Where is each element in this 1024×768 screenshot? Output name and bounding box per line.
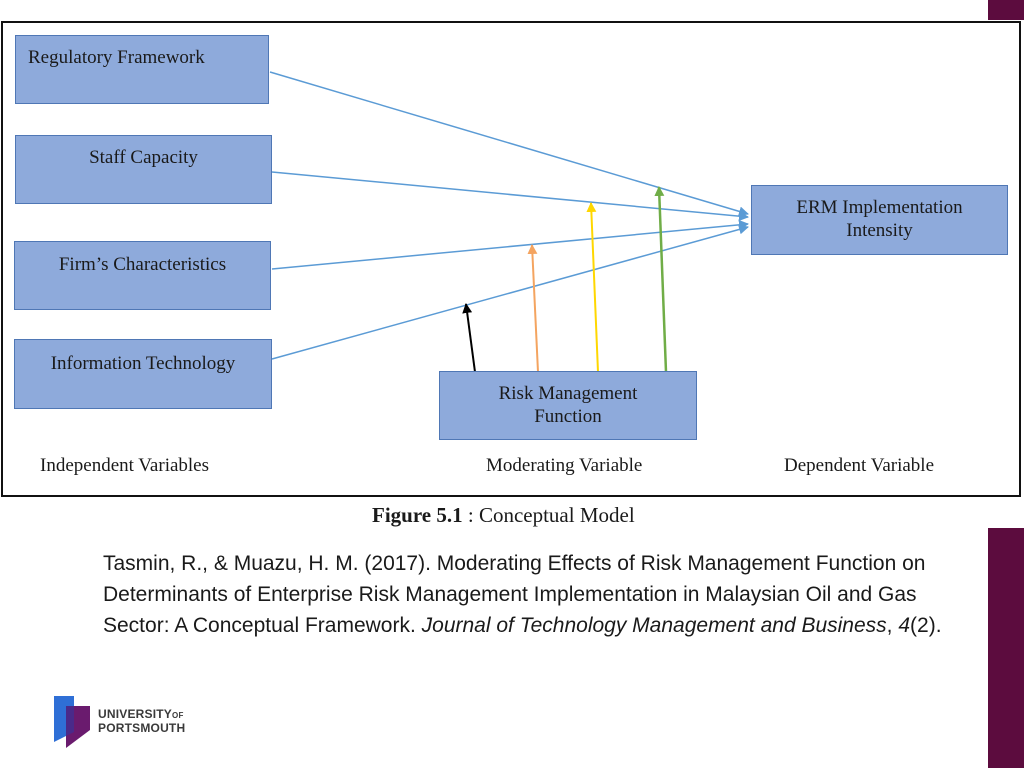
citation-issue: (2). xyxy=(910,614,942,637)
box-staff-capacity xyxy=(15,135,272,204)
box-information-technology xyxy=(14,339,272,409)
moderator-arrow-yellow xyxy=(591,203,598,372)
box-regulatory-framework-label: Regulatory Framework xyxy=(28,47,205,69)
logo-of: OF xyxy=(172,711,184,720)
logo-line2: PORTSMOUTH xyxy=(98,721,186,735)
label-moderating-variable: Moderating Variable xyxy=(486,455,643,476)
moderator-arrow-orange xyxy=(532,245,538,372)
logo-line1: UNIVERSITY xyxy=(98,707,173,721)
label-independent-variables: Independent Variables xyxy=(40,455,210,476)
box-firms-characteristics xyxy=(14,241,271,310)
box-erm-label: ERM Implementation Intensity xyxy=(796,197,963,241)
university-logo xyxy=(52,694,222,750)
portsmouth-shield-icon xyxy=(52,694,92,750)
logo-wordmark xyxy=(98,708,185,735)
box-staff-capacity-label: Staff Capacity xyxy=(89,147,198,169)
citation-text: Tasmin, R., & Muazu, H. M. (2017). Moderating Effects of Risk Management Function on Determinants of Enterprise Risk Management Implementation in Malaysian Oil and Gas Sector: A Conceptual Framework. xyxy=(103,552,926,637)
figure-caption xyxy=(372,503,635,528)
box-risk-management-function xyxy=(439,371,697,440)
box-firms-characteristics-label: Firm’s Characteristics xyxy=(58,254,227,276)
citation xyxy=(103,548,943,641)
label-dependent-variable: Dependent Variable xyxy=(784,455,935,476)
citation-journal: Journal of Technology Management and Business xyxy=(421,614,887,637)
box-erm-implementation-intensity xyxy=(751,185,1008,255)
box-information-technology-label: Information Technology xyxy=(50,352,236,374)
caption-title: : Conceptual Model xyxy=(462,503,635,527)
caption-figure-number: Figure 5.1 xyxy=(372,503,463,527)
arrow-regulatory-to-erm xyxy=(270,72,748,214)
box-rmf-label: Risk Management Function xyxy=(498,382,638,427)
citation-sep: , xyxy=(886,614,899,637)
box-regulatory-framework xyxy=(15,35,269,104)
arrow-staff-to-erm xyxy=(272,172,748,217)
accent-bar-right xyxy=(988,528,1024,768)
moderator-arrow-black xyxy=(466,304,475,372)
citation-volume: 4 xyxy=(898,614,911,637)
moderator-arrow-green xyxy=(659,187,666,372)
